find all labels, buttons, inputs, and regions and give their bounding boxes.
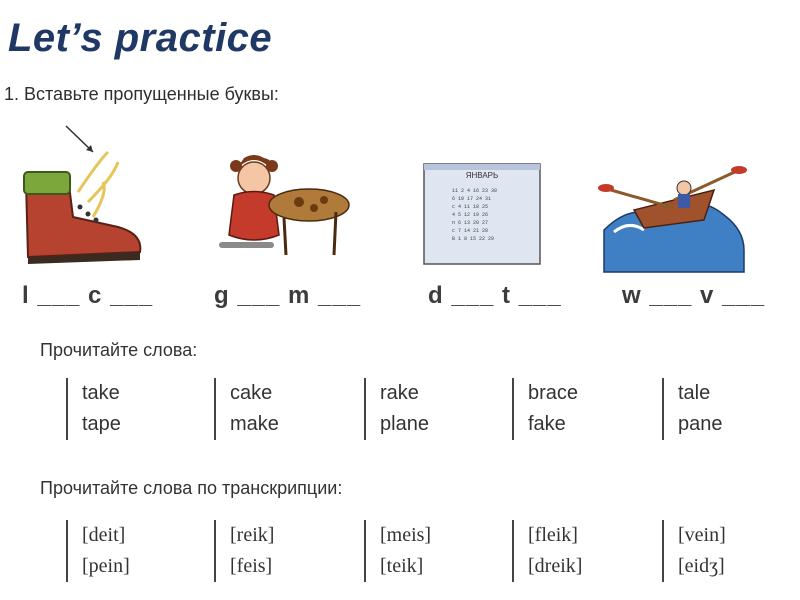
svg-text:4 5 12 19 26: 4 5 12 19 26 bbox=[452, 212, 489, 218]
boot-icon bbox=[18, 122, 148, 272]
transcription: [dreik] bbox=[528, 555, 583, 577]
word: pane bbox=[678, 413, 723, 435]
transcription: [feis] bbox=[230, 555, 273, 577]
task-heading: 1. Вставьте пропущенные буквы: bbox=[4, 84, 279, 104]
svg-text:B 1 8 15 22 29: B 1 8 15 22 29 bbox=[452, 236, 495, 242]
word-column-1 bbox=[66, 378, 121, 440]
calendar-icon bbox=[422, 162, 542, 266]
transcription-column-5 bbox=[662, 520, 726, 582]
transcription: [teik] bbox=[380, 555, 424, 577]
word: cake bbox=[230, 382, 273, 404]
word-column-3 bbox=[364, 378, 429, 440]
word: make bbox=[230, 413, 279, 435]
transcription: [vein] bbox=[678, 524, 726, 546]
page-title: Let’s practice bbox=[8, 16, 273, 60]
read-transcription-label: Прочитайте слова по транскрипции: bbox=[40, 478, 343, 498]
transcription: [meis] bbox=[380, 524, 432, 546]
word-column-2 bbox=[214, 378, 279, 440]
svg-text:6 10 17 24 31: 6 10 17 24 31 bbox=[452, 196, 492, 202]
svg-text:11 2 4 16 23 30: 11 2 4 16 23 30 bbox=[452, 188, 498, 194]
word-column-5 bbox=[662, 378, 723, 440]
word: tale bbox=[678, 382, 711, 404]
word: take bbox=[82, 382, 120, 404]
svg-text:n 6 13 20 27: n 6 13 20 27 bbox=[452, 220, 489, 226]
transcription-column-2 bbox=[214, 520, 274, 582]
girl-eating-icon bbox=[214, 150, 354, 260]
transcription: [eidʒ] bbox=[678, 555, 725, 577]
boat-wave-icon bbox=[594, 160, 754, 278]
transcription-column-1 bbox=[66, 520, 130, 582]
read-words-label: Прочитайте слова: bbox=[40, 340, 198, 360]
word: fake bbox=[528, 413, 566, 435]
word: rake bbox=[380, 382, 419, 404]
blank-word-4: w ___ v ___ bbox=[622, 282, 766, 309]
word: brace bbox=[528, 382, 579, 404]
transcription: [reik] bbox=[230, 524, 275, 546]
word: tape bbox=[82, 413, 121, 435]
blank-word-2: g ___ m ___ bbox=[214, 282, 362, 309]
word-column-4 bbox=[512, 378, 578, 440]
svg-text:c 4 11 18 25: c 4 11 18 25 bbox=[452, 204, 489, 210]
word: plane bbox=[380, 413, 429, 435]
svg-text:c 7 14 21 28: c 7 14 21 28 bbox=[452, 228, 489, 234]
transcription-column-4 bbox=[512, 520, 582, 582]
transcription: [pein] bbox=[82, 555, 130, 577]
blank-word-3: d ___ t ___ bbox=[428, 282, 562, 309]
transcription: [deit] bbox=[82, 524, 126, 546]
transcription: [fleik] bbox=[528, 524, 578, 546]
calendar-month-label: ЯНВАРЬ bbox=[465, 171, 499, 180]
transcription-column-3 bbox=[364, 520, 431, 582]
blank-word-1: l ___ c ___ bbox=[22, 282, 154, 309]
